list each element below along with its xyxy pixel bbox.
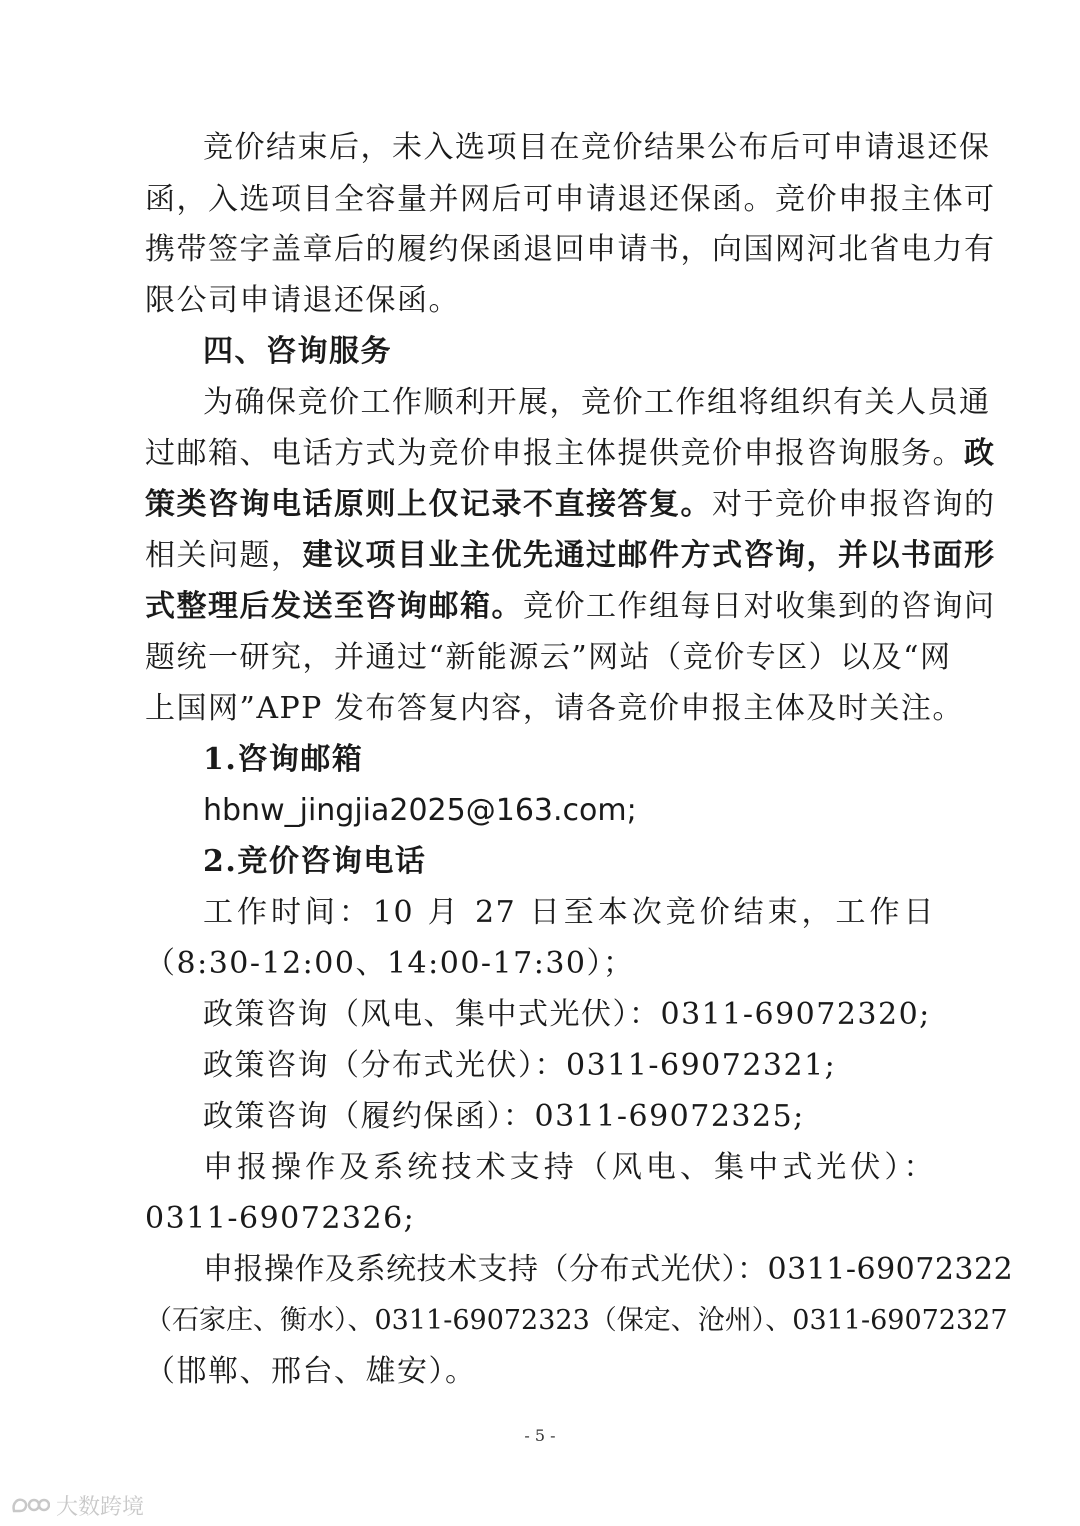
brand-logo-icon [10,1493,50,1517]
text-bold: 策类咨询电话原则上仅记录不直接答复。 [145,487,712,522]
text-bold: 政 [964,436,996,471]
phone-tech-distributed-regions-end: （邯郸、邢台、雄安）。 [145,1354,477,1389]
working-hours: 工作时间：10 月 27 日至本次竞价结束，工作日 [203,895,935,930]
paragraph-line: 携带签字盖章后的履约保函退回申请书，向国网河北省电力有 [145,232,996,267]
text-normal: 对于竞价申报咨询的 [712,487,996,522]
paragraph-line: 限公司申请退还保函。 [145,283,460,318]
text-bold: 建议项目业主优先通过邮件方式咨询，并以书面形 [302,538,996,573]
paragraph-line: 上国网”APP 发布答复内容，请各竞价申报主体及时关注。 [145,691,964,726]
phone-tech-distributed-regions: （石家庄、衡水）、0311-69072323（保定、沧州）、0311-69072327 [145,1305,1008,1336]
text-normal: 相关问题， [145,538,303,573]
phone-tech-distributed: 申报操作及系统技术支持（分布式光伏）：0311-69072322 [203,1252,1014,1287]
phone-policy-distributed: 政策咨询（分布式光伏）：0311-69072321; [203,1048,837,1083]
phone-tech-central: 申报操作及系统技术支持（风电、集中式光伏）： [203,1150,935,1185]
paragraph-line [145,587,996,627]
section-heading: 四、咨询服务 [203,334,392,369]
phone-heading: 2.竞价咨询电话 [203,844,427,879]
phone-tech-central-number: 0311-69072326; [145,1201,416,1236]
text-bold: 式整理后发送至咨询邮箱。 [145,589,523,624]
consult-email: hbnw_jingjia2025@163.com; [203,793,637,828]
paragraph-line: 竞价结束后，未入选项目在竞价结果公布后可申请退还保 [203,130,991,165]
email-heading: 1.咨询邮箱 [203,742,364,777]
working-hours-times: （8:30-12:00、14:00-17:30）； [145,946,635,981]
watermark [10,1490,144,1520]
watermark-text: 大数跨境 [56,1494,145,1520]
paragraph-line [145,536,996,576]
text-normal: 过邮箱、电话方式为竞价申报主体提供竞价申报咨询服务。 [145,436,964,471]
page-number: - 5 - [524,1426,556,1445]
phone-policy-wind: 政策咨询（风电、集中式光伏）：0311-69072320; [203,997,931,1032]
paragraph-line [145,434,996,474]
paragraph-line: 函，入选项目全容量并网后可申请退还保函。竞价申报主体可 [145,182,996,217]
text-normal: 竞价工作组每日对收集到的咨询问 [523,589,996,624]
paragraph-line: 题统一研究，并通过“新能源云”网站（竞价专区）以及“网 [145,640,952,675]
phone-policy-guarantee: 政策咨询（履约保函）：0311-69072325; [203,1099,805,1134]
paragraph-line [145,485,996,525]
paragraph-line: 为确保竞价工作顺利开展，竞价工作组将组织有关人员通 [203,385,991,420]
